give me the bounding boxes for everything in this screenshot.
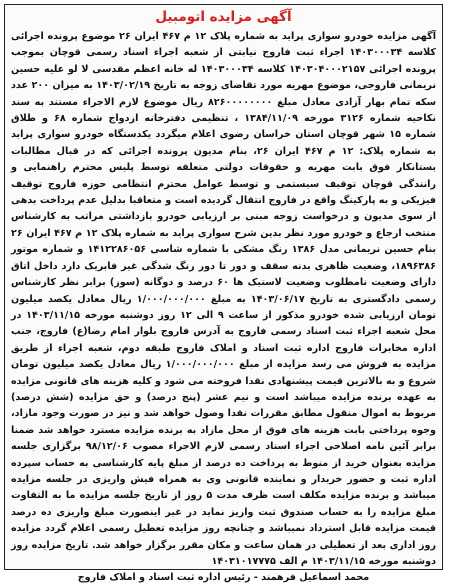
notice-signature: محمد اسماعیل فرهمند - رئیس اداره ثبت اسناد و املاک فاروج: [77, 572, 370, 584]
notice-title: آگهی مزایده اتومبیل: [155, 9, 292, 25]
notice-body: آگهی مزایده خودرو سواری پراید به شماره پلاک ۱۲ م ۴۶۷ ایران ۲۶ موضوع پرونده اجرائی کلاسه ۱۴۰۳۰۰۰۳۴ اجراء ثبت فاروج نیابتی از شعبه اجراء اسناد رسمی قوچان بموجب پرونده اجرائی ۱۴۰۳۰۴۰۰۰۲۱۵۷ کلاسه ۱۴۰۳۰۰۰۳۴ له خانه اعظم مقدسی لا لو علیه حسین نریمانی فاروجی، موضوع مهریه مورد تقاضای زوجه به تاریخ ۱۴۰۳/۰۲/۱۹ به میزان ۲۰۰ عدد سکه تمام بهار آزادی معادل مبلغ ۸۲۶۰۰۰۰۰۰۰۰ ریال موضوع لازم الاجراء مستند به سند نکاحیه شماره ۳۱۲۶ مورخه ۱۳۸۴/۱۱/۰۹ ، تنظیمی دفترخانه ازدواج شماره ۶۸ و طلاق شماره ۱۵ شهر قوچان استان خراسان رضوی اعلام میگردد یکدستگاه خودرو سواری پراید به شماره پلاک: ۱۲ م ۴۶۷ ایران ۲۶، بنام مدیون پرونده اجرائی که در قبال مطالبات بستانکار فوق بابت مهریه و حقوقات دولتی متعلقه توسط پلیس محترم راهنمایی و رانندگی قوچان توقیف سیستمی و توسط عوامل محترم انتظامی حوزه فاروج توقیف فیزیکی و به پارکینگ واقع در فاروج انتقال گردیده است و متعاقبا بدلیل عدم پرداخت بدهی از سوی مدیون و درخواست زوجه مبنی بر ارزیابی خودرو بازداشتی مراتب به کارشناس منتخب ارجاع و خودرو مورد نظر بدین شرح سواری پراید به شماره پلاک ۱۲ م ۴۶۷ ایران ۲۶ بنام حسین نریمانی مدل ۱۳۸۶ رنگ مشکی با شماره شاسی ۱۴۱۲۲۸۶۰۵۶ و شماره موتور ۱۸۹۶۳۸۶، وضعیت ظاهری بدنه سقف و دور تا دور رنگ شدگی غیر فابریک دارد داخل اتاق دارای وضعیت نامطلوب وضعیت لاستیک ها ۶۰ درصد و دوگانه (سوز) برابر نظر کارشناس رسمی دادگستری به تاریخ ۱۴۰۳/۰۶/۱۷ به مبلغ ۱/۰۰۰/۰۰۰/۰۰۰ ریال معادل یکصد میلیون تومان ارزیابی شده خودرو مذکور از ساعت ۹ الی ۱۲ روز دوشنبه مورخه ۱۴۰۳/۱۱/۱۵ در محل شعبه اجراء ثبت اسناد رسمی فاروج به آدرس فاروج بلوار امام رضا(ع) فاروج، جنب اداره مخابرات فاروج اداره ثبت اسناد و املاک فاروج طبقه دوم، شعبه اجراء از طریق مزایده به فروش می رسد مزایده از مبلغ ۱/۰۰۰/۰۰۰/۰۰۰ ریال معادل یکصد میلیون تومان شروع و به بالاترین قیمت پیشنهادی نقدا فروخته می شود و کلیه هزینه های قانونی مزایده به عهده برنده مزایده میباشد است و نیم عشر (پنج درصد) و حق مزایده (شش درصد) مربوط به اموال منقول مطابق مقررات نقدا وصول خواهد شد و نیز در صورت وجود مازاد، وجوه پرداختی بابت هزینه های فوق از محل مازاد به برنده مزایده مسترد خواهد شد ضمنا برابر آئین نامه اصلاحی اجراء اسناد رسمی لازم الاجراء مصوب ۹۸/۱۲/۰۶ برگزاری جلسه مزایده بعنوان خرید از منوط به پرداخت ده درصد از مبلغ پایه کارشناسی به حساب سپرده اداره ثبت و حضور خریدار و نماینده قانونی وی به همراه فیش واریزی در جلسه مزایده میباشد و برنده مزایده مکلف است ظرف مدت ۵ روز از تاریخ جلسه مزایده ما به التفاوت مبلغ مزایده را به حساب صندوق ثبت واریز نماید در غیر اینصورت مبلغ واریزی ده درصد قیمت مزایده قابل استرداد نمیباشد و چنانچه روز مزایده تعطیل رسمی اعلام گردد مزایده روز اداری بعد از تعطیلی در همان ساعت و مکان مقرر برگزار خواهد شد. تاریخ مزایده روز دوشنبه مورخه ۱۴۰۳/۱۱/۱۵ م الف ۱۴۰۳۱۰۱۷۷۷۵: [11, 31, 437, 567]
auction-notice: [4, 4, 443, 584]
